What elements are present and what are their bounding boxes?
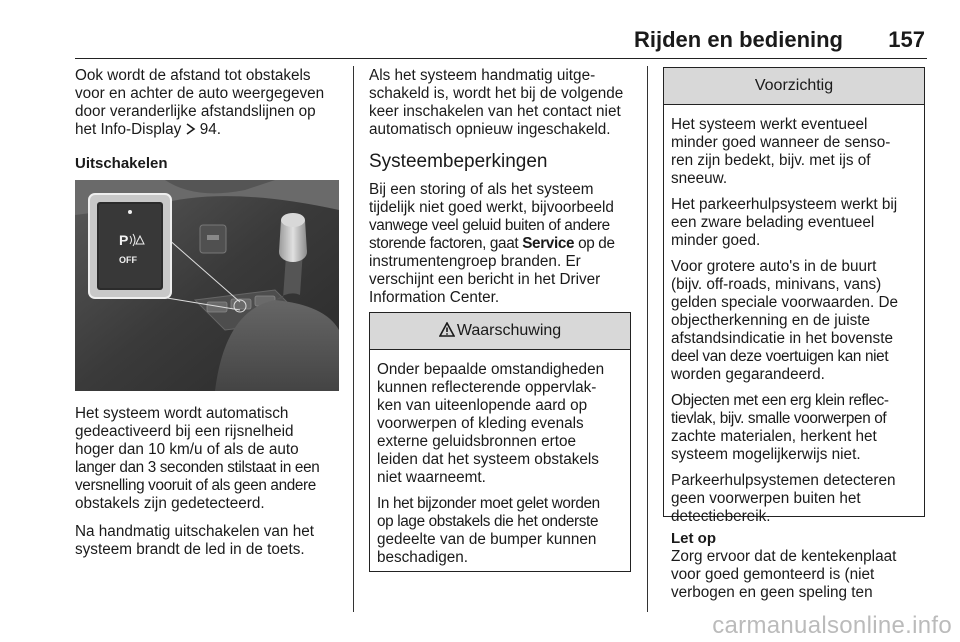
note-paragraph: Zorg ervoor dat de kentekenplaat voor goed gemonteerd is (niet verbogen en geen speling ten (671, 548, 897, 601)
section-title-systeembeperkingen: Systeembeperkingen (369, 151, 548, 172)
button-label-p: P (119, 232, 129, 248)
service-indicator-label: Service (522, 235, 575, 252)
warning-triangle-icon (439, 322, 455, 337)
caution-box (663, 67, 925, 525)
page-number: 157 (888, 27, 925, 52)
arrow-reference-icon (186, 123, 196, 135)
warning-paragraph-2: In het bijzonder moet gelet worden op lage obstakels die het onderste gedeelte van de bumper kunnen beschadigen. (377, 495, 600, 566)
column-1 (75, 67, 343, 183)
column-3-note (671, 530, 927, 602)
parking-assist-button-photo (75, 180, 339, 391)
button-label-off: OFF (119, 255, 137, 265)
page-header (75, 0, 927, 59)
warning-paragraph-1: Onder bepaalde omstandigheden kunnen reflecterende oppervlak- ken van uiteenlopende aard op voorwerpen of kleding evenals externe geluidsbronnen ertoe leiden dat het systeem obstakels niet waarneemt. (377, 361, 605, 486)
column-divider-2 (647, 66, 648, 612)
intro-paragraph: Ook wordt de afstand tot obstakels voor en achter de auto weergegeven door veranderlijke afstandslijnen op het Info-Display 94. (75, 67, 325, 138)
caution-header: Voorzichtig (664, 68, 924, 105)
console-illustration (75, 180, 339, 391)
auto-deactivation-paragraph: Het systeem wordt automatisch gedeactiveerd bij een rijsnelheid hoger dan 10 km/u of als de auto langer dan 3 seconden stilstaat in een versnelling vooruit of als geen andere obstakels zijn gedetecteerd. (75, 405, 320, 512)
caution-paragraph-5: Parkeerhulpsystemen detecteren geen voorwerpen buiten het detectiebereik. (671, 472, 896, 525)
note-title: Let op (671, 530, 716, 547)
page-reference-link[interactable]: 94. (199, 121, 222, 138)
manual-reactivation-paragraph: Als het systeem handmatig uitge- schakeld is, wordt het bij de volgende keer inschakelen van het contact niet automatisch opnieuw ingeschakeld. (369, 67, 624, 138)
column-2 (369, 67, 635, 317)
page-title: Rijden en bediening (633, 27, 843, 52)
caution-paragraph-4: Objecten met een erg klein reflec- tievlak, bijv. smalle voorwerpen of zachte materialen, herkent het systeem mogelijkerwijs niet. (671, 392, 889, 463)
limitations-paragraph: Bij een storing of als het systeem tijdelijk niet goed werkt, bijvoorbeeld vanwege veel geluid buiten of andere storende factoren, gaat Service op de instrumentengroep branden. Er verschijnt een bericht in het Driver Information Center. (369, 181, 615, 306)
caution-paragraph-3: Voor grotere auto's in de buurt (bijv. off-roads, minivans, vans) gelden speciale voorwaarden. De objectherkenning en de juiste afstandsindicatie in het bovenste deel van deze voertuigen kan niet worden gegarandeerd. (671, 258, 899, 383)
caution-paragraph-1: Het systeem werkt eventueel minder goed wanneer de senso- ren zijn bedekt, bijv. met ijs of sneeuw. (671, 116, 891, 187)
column-divider-1 (353, 66, 354, 612)
caution-paragraph-2: Het parkeerhulpsysteem werkt bij een zware belading eventueel minder goed. (671, 196, 898, 249)
subheading-uitschakelen: Uitschakelen (75, 155, 168, 172)
column-1-lower (75, 405, 343, 569)
manual-off-paragraph: Na handmatig uitschakelen van het systeem brandt de led in de toets. (75, 523, 314, 558)
warning-header (370, 313, 630, 350)
watermark-text: carmanualsonline.info (712, 612, 952, 639)
warning-box (369, 312, 631, 572)
warning-title: Waarschuwing (456, 322, 562, 339)
